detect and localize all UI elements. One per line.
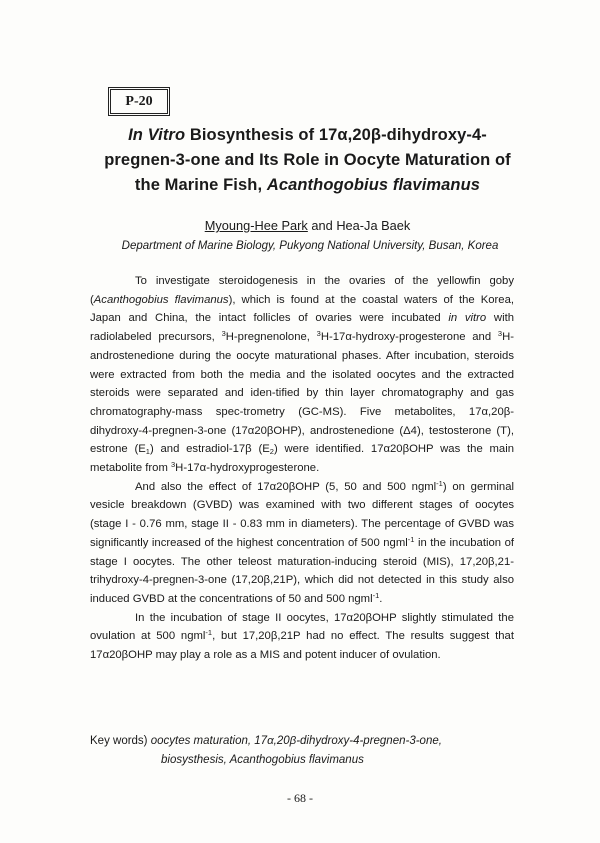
page-number: - 68 - — [287, 791, 313, 805]
para1-text-d: H-pregnenolone, — [225, 331, 317, 344]
title-species: Acanthogobius flavimanus — [266, 176, 481, 194]
title-line-2: pregnen-3-one and Its Role in Oocyte Maturation of — [104, 151, 511, 169]
subscript: 1 — [145, 447, 150, 457]
title-line-1 — [60, 123, 555, 148]
paper-title — [60, 123, 555, 198]
para1-in-vitro: in vitro — [448, 312, 487, 325]
title-line-3 — [60, 173, 555, 198]
keywords-values-2: biosysthesis, Acanthogobius flavimanus — [161, 754, 364, 766]
para1-text-c: with radiolabeled precursors, — [90, 312, 514, 344]
superscript: -1 — [436, 478, 443, 488]
paragraph-3 — [90, 609, 514, 665]
authors-and: and — [307, 218, 337, 233]
para1-text-b: ), which is found at the coastal waters of the Korea, Japan and China, the intact follicles of ovaries were incubated — [90, 293, 514, 325]
para1-text-i: H-17α-hydroxyprogesterone. — [175, 462, 320, 475]
abstract-body — [90, 272, 514, 665]
subscript: 2 — [269, 447, 274, 457]
affiliation: Department of Marine Biology, Pukyong National University, Busan, Korea — [121, 240, 499, 252]
para3-text-b: , but 17,20β,21P had no effect. The results suggest that 17α20βOHP may play a role as a MIS and potent inducer of ovulation. — [90, 630, 514, 662]
para1-species: Acanthogobius flavimanus — [93, 293, 229, 306]
superscript: 3 — [497, 329, 503, 339]
para1-text-e: H-17α-hydroxy-progesterone and — [320, 331, 498, 344]
title-text-1: Biosynthesis of 17α,20β-dihydroxy-4- — [185, 126, 487, 144]
superscript: -1 — [372, 590, 380, 600]
para1-text-h: ) were identified. 17α20βOHP was the main metabolite from — [90, 443, 515, 475]
keywords-values-1: oocytes maturation, 17α,20β-dihydroxy-4-pregnen-3-one, — [150, 735, 442, 747]
superscript: 3 — [221, 329, 226, 339]
para2-text-b: ) on germinal vesicle breakdown (GVBD) was examined with two different stages of oocytes (stage I - 0.76 mm, stage II - 0.83 mm in diameters). The percentage of GVBD was significantly increased of the highest concentration of 500 ngml — [90, 480, 514, 549]
para1-text-g: ) and estradiol-17β (E — [149, 443, 270, 456]
para2-text-c: in the incubation of stage I oocytes. The other teleost maturation-inducing steroid (MIS), 17,20β,21-trihydroxy-4-pregnen-3-one (17,20β,21P), which did not detected in this study also induced GVBD at the concentrations of 50 and 500 ngml — [90, 536, 514, 605]
keywords-label: Key words) — [90, 735, 148, 747]
para2-text-d: . — [379, 592, 383, 605]
para1-text-f: H-androstenedione during the oocyte maturational phases. After incubation, steroids were extracted from both the media and the isolated oocytes and the extracted steroids were separated and iden-tified by thin layer chromatography and gas chromatography-mass spec-trometry (GC-MS). Five metabolites, 17α,20β-dihydroxy-4-pregnen-3-one (17α20βOHP), androstenedione (Δ4), testosterone (T), estrone (E — [90, 331, 514, 456]
superscript: -1 — [205, 628, 213, 638]
paragraph-1 — [90, 272, 514, 478]
superscript: 3 — [171, 460, 176, 470]
author-first: Myoung-Hee Park — [204, 218, 308, 233]
keywords — [90, 732, 530, 770]
poster-code: P-20 — [125, 94, 153, 109]
para3-text-a: In the incubation of stage II oocytes, 17α20βOHP slightly stimulated the ovulation at 500 ngml — [90, 611, 514, 643]
authors — [60, 218, 555, 233]
title-in-vitro: In Vitro — [128, 126, 186, 144]
superscript: -1 — [407, 534, 415, 544]
poster-code-box — [110, 89, 168, 114]
author-second: Hea-Ja Baek — [336, 218, 411, 233]
superscript: 3 — [316, 329, 321, 339]
keywords-line-1 — [90, 732, 530, 751]
title-text-3: the Marine Fish, — [134, 176, 267, 194]
paragraph-2 — [90, 478, 514, 609]
para1-text-a: To investigate steroidogenesis in the ovaries of the yellowfin goby ( — [90, 275, 514, 306]
para2-text-a: And also the effect of 17α20βOHP (5, 50 and 500 ngml — [135, 480, 437, 493]
